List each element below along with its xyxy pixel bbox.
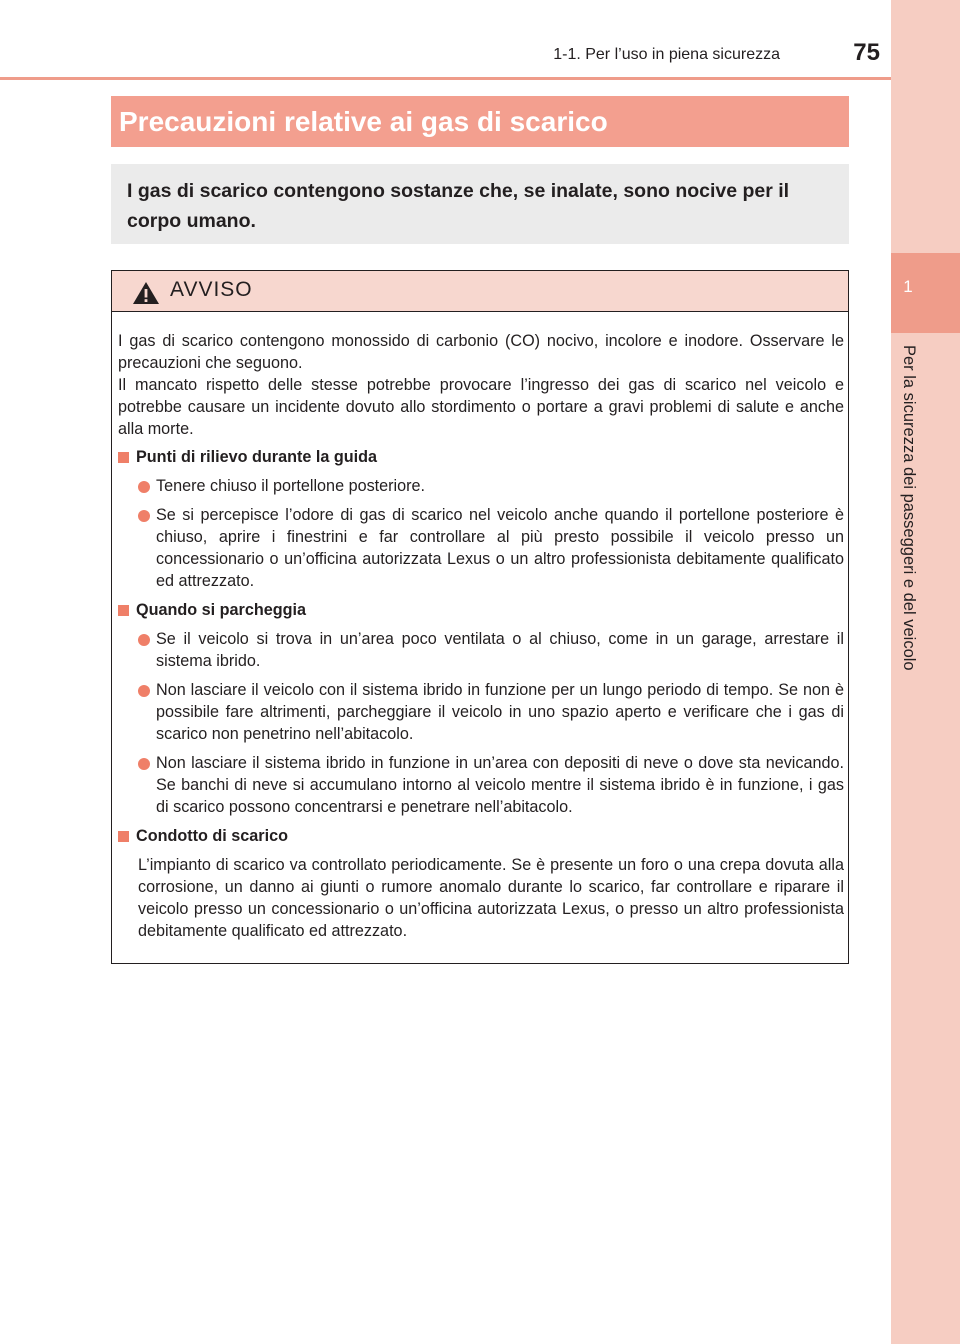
- warning-header: [112, 271, 848, 312]
- page-number: 75: [853, 39, 880, 66]
- list-item: [118, 679, 844, 745]
- list-item-text: Se si percepisce l’odore di gas di scarico nel veicolo anche quando il portellone posteriore è chiuso, aprire i finestrini e far controllare al più presto possibile il veicolo presso un concessionario o un’officina autorizzata Lexus o un altro professionista debitamente qualificato ed attrezzato.: [156, 506, 844, 590]
- square-bullet-icon: [118, 452, 129, 463]
- warning-icon: [132, 281, 160, 305]
- section-heading: [118, 599, 844, 621]
- warning-paragraph: Il mancato rispetto delle stesse potrebbe provocare l’ingresso dei gas di scarico nel veicolo e potrebbe causare un incidente dovuto allo stordimento o portare a gravi problemi di salute e anche alla morte.: [118, 376, 844, 438]
- section-heading-label: Condotto di scarico: [136, 827, 288, 845]
- title-bar: [111, 96, 849, 147]
- bullet-icon: [138, 510, 150, 522]
- header-section: 1-1. Per l’uso in piena sicurezza: [553, 46, 780, 63]
- list-item: [118, 752, 844, 818]
- square-bullet-icon: [118, 831, 129, 842]
- list-item-text: Non lasciare il veicolo con il sistema ibrido in funzione per un lungo periodo di tempo. Se non è possibile fare altrimenti, parcheggiare il veicolo in uno spazio aperto e verificare che i gas di scarico non penetrino nell’abitacolo.: [156, 681, 844, 743]
- square-bullet-icon: [118, 605, 129, 616]
- intro-text: I gas di scarico contengono sostanze che, se inalate, sono nocive per il corpo umano.: [127, 180, 790, 232]
- list-item: [118, 628, 844, 672]
- section-body: L’impianto di scarico va controllato periodicamente. Se è presente un foro o una crepa dovuta alla corrosione, un danno ai giunti o rumore anomalo durante lo scarico, far controllare e riparare il veicolo presso un concessionario o un’officina autorizzata Lexus, o presso un altro professionista debitamente qualificato ed attrezzato.: [138, 856, 844, 940]
- bullet-icon: [138, 634, 150, 646]
- warning-label: AVVISO: [170, 278, 253, 301]
- list-item-text: Non lasciare il sistema ibrido in funzione in un’area con depositi di neve o dove sta nevicando. Se banchi di neve si accumulano intorno al veicolo mentre il sistema ibrido è in funzione, i gas di scarico possono concentrarsi e penetrare nell’abitacolo.: [156, 754, 844, 816]
- section-heading-label: Quando si parcheggia: [136, 601, 307, 619]
- section-heading-label: Punti di rilievo durante la guida: [136, 448, 378, 466]
- warning-paragraph: I gas di scarico contengono monossido di carbonio (CO) nocivo, incolore e inodore. Osservare le precauzioni che seguono.: [118, 332, 844, 372]
- list-item: [118, 504, 844, 592]
- bullet-icon: [138, 481, 150, 493]
- chapter-number: 1: [903, 277, 913, 296]
- list-item-text: Se il veicolo si trova in un’area poco ventilata o al chiuso, come in un garage, arrestare il sistema ibrido.: [156, 630, 844, 670]
- page-title: Precauzioni relative ai gas di scarico: [119, 106, 608, 137]
- chapter-title: Per la sicurezza dei passeggeri e del veicolo: [900, 345, 918, 671]
- bullet-icon: [138, 685, 150, 697]
- intro-box: [111, 164, 849, 244]
- list-item-text: Tenere chiuso il portellone posteriore.: [156, 477, 426, 495]
- section-heading: [118, 446, 844, 468]
- bullet-icon: [138, 758, 150, 770]
- section-heading: [118, 825, 844, 847]
- list-item: [118, 475, 844, 497]
- warning-body: [118, 330, 844, 942]
- warning-box: [111, 270, 849, 964]
- header-rule: [0, 77, 891, 80]
